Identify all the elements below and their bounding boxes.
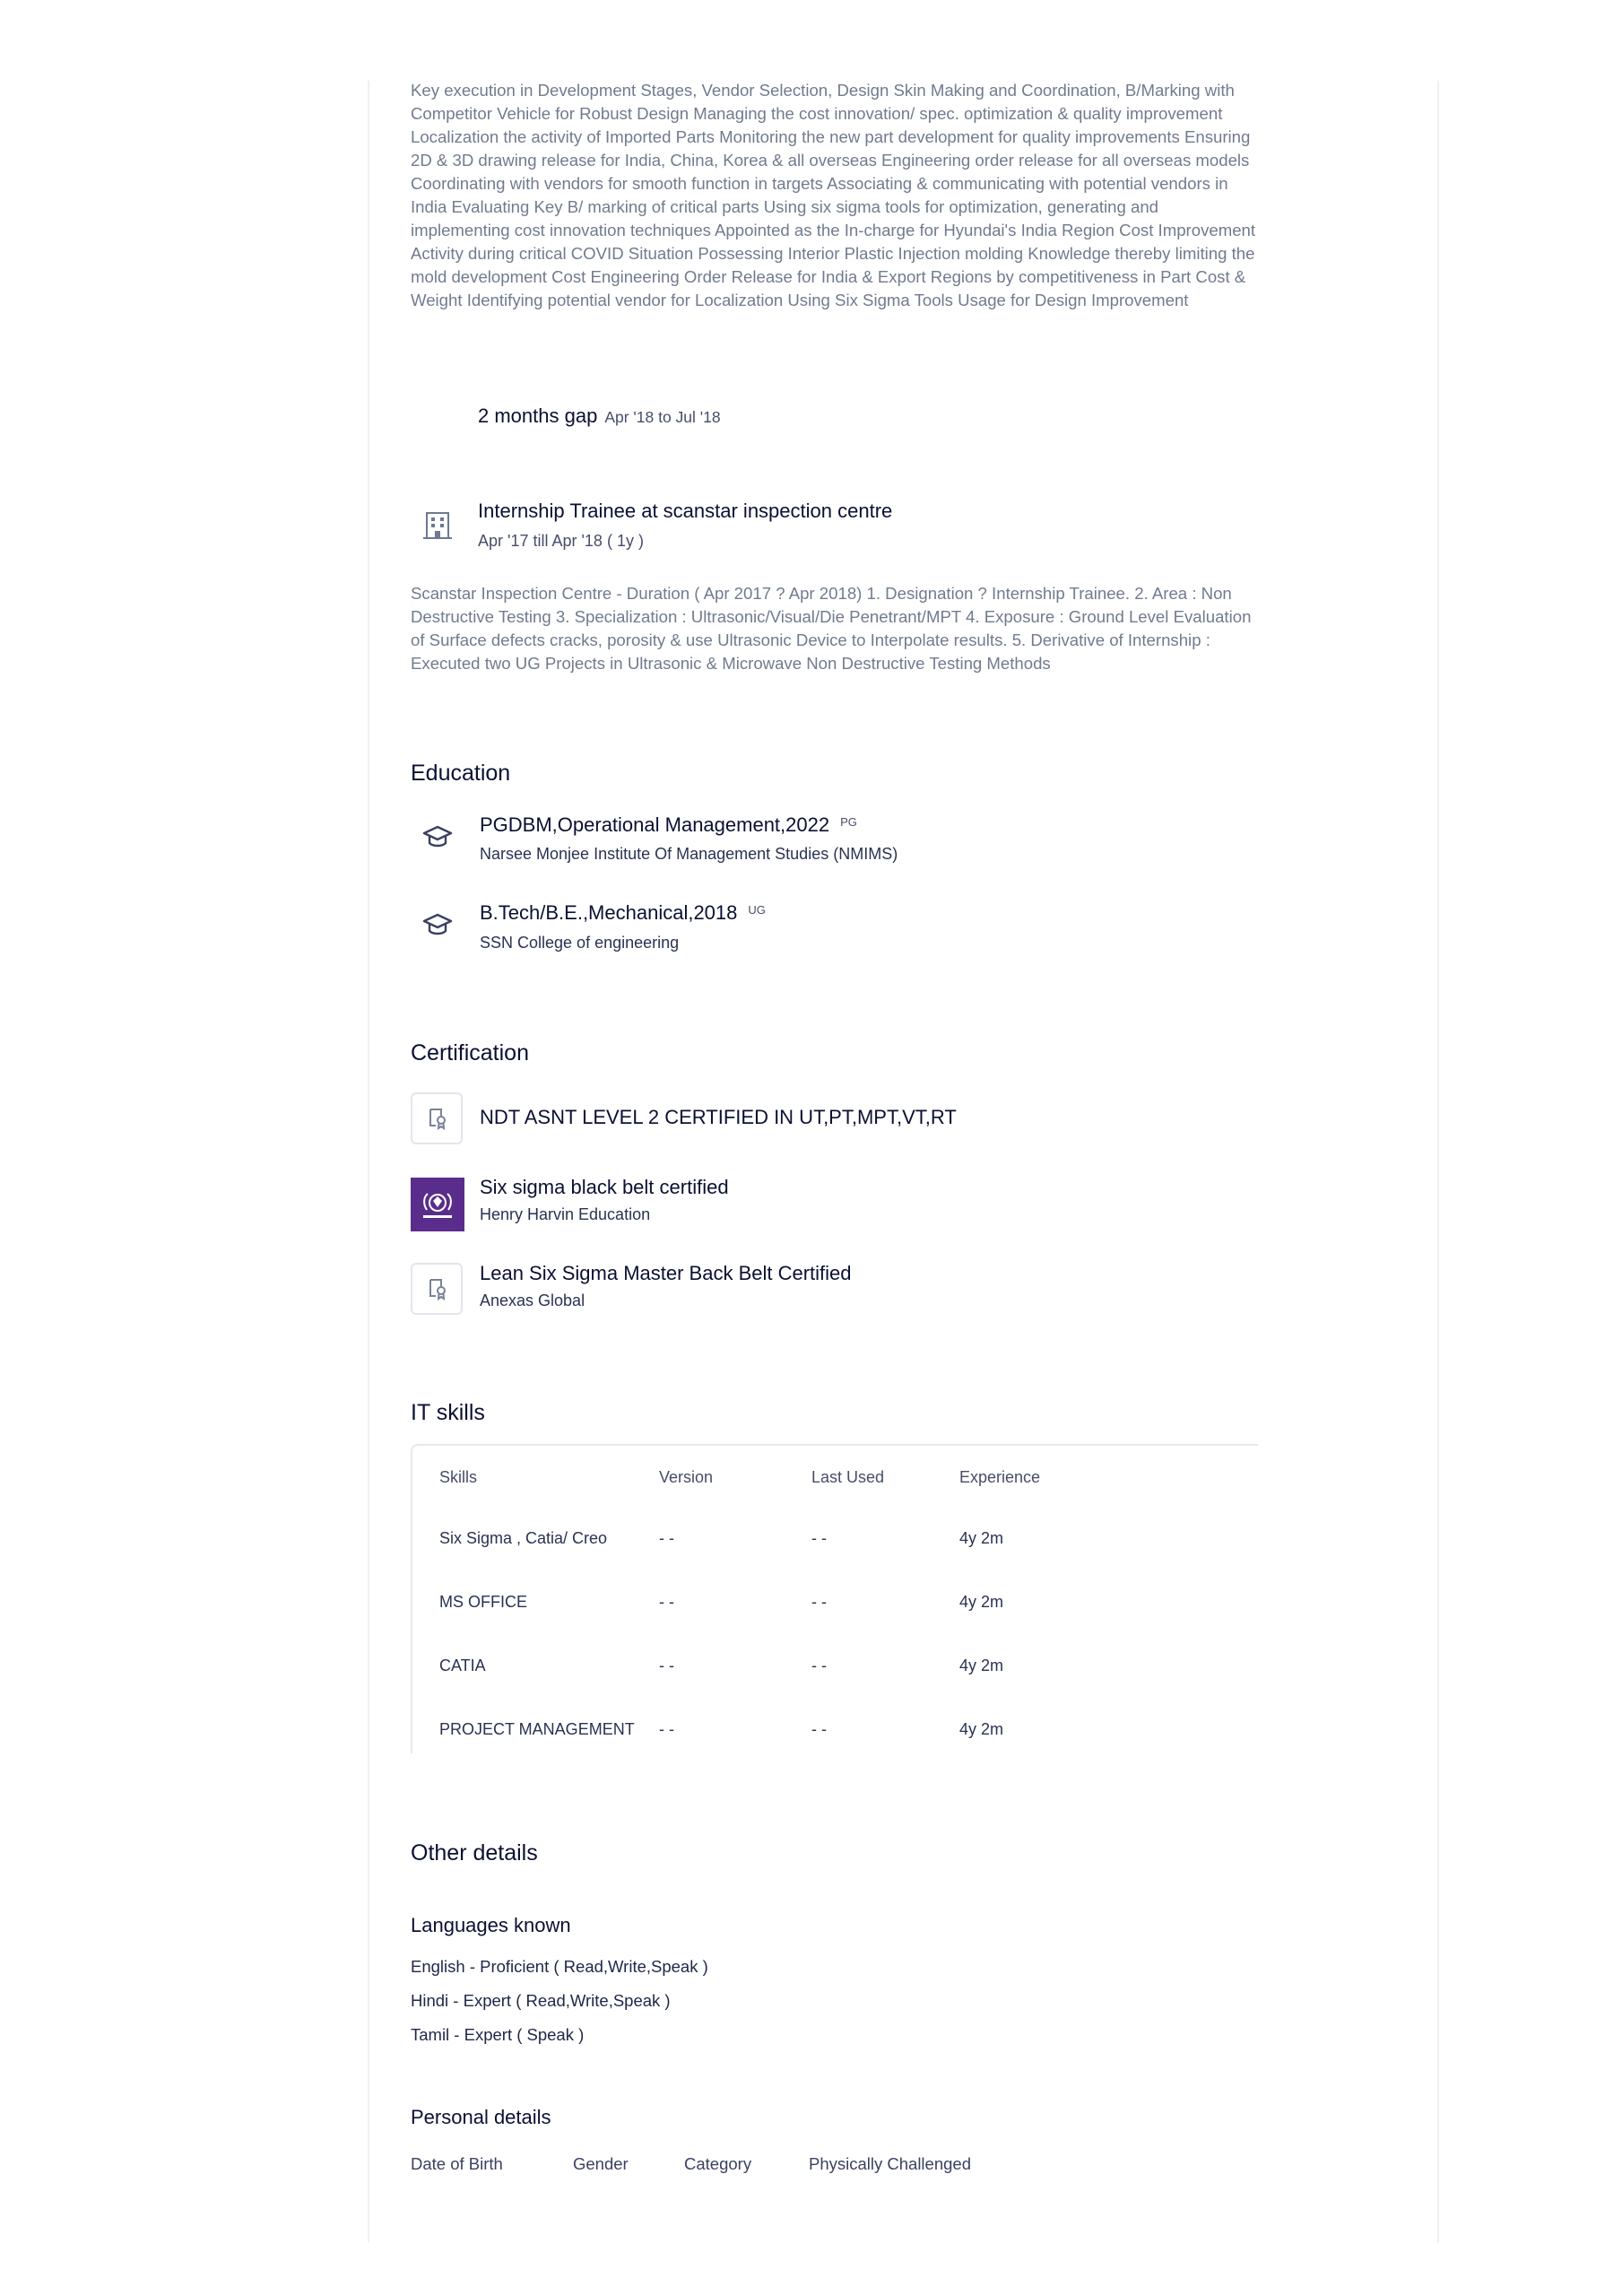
internship-duration: Apr '17 till Apr '18 ( 1y ) [478,532,644,550]
other-details-heading: Other details [411,1840,538,1866]
henry-harvin-logo [411,1178,464,1231]
skill-experience: 4y 2m [959,1593,1004,1611]
skill-name: CATIA [439,1657,486,1674]
skill-version: - - [659,1529,674,1547]
personal-details-heading: Personal details [411,2106,551,2128]
skill-experience: 4y 2m [959,1657,1004,1674]
certification-name: NDT ASNT LEVEL 2 CERTIFIED IN UT,PT,MPT,VT,RT [480,1106,957,1128]
language-item: Tamil - Expert ( Speak ) [411,2025,585,2044]
education-item [480,813,857,837]
skill-last-used: - - [811,1593,827,1611]
personal-header-category: Category [684,2154,752,2173]
skill-experience: 4y 2m [959,1720,1004,1738]
column-header-last-used: Last Used [811,1468,885,1486]
skill-name: MS OFFICE [439,1593,527,1611]
certification-name: Lean Six Sigma Master Back Belt Certified [480,1262,852,1284]
languages-heading: Languages known [411,1914,571,1936]
education-level-badge: UG [748,903,766,917]
education-level-badge: PG [840,815,857,829]
education-institute: Narsee Monjee Institute Of Management Studies (NMIMS) [480,845,898,863]
skill-last-used: - - [811,1720,827,1738]
column-header-skills: Skills [439,1468,478,1486]
gap-dates: Apr '18 to Jul '18 [604,408,721,426]
it-skills-heading: IT skills [411,1400,485,1425]
skill-last-used: - - [811,1657,827,1674]
internship-title: Internship Trainee at scanstar inspection centre [478,500,893,522]
skill-last-used: - - [811,1529,827,1547]
language-item: English - Proficient ( Read,Write,Speak ) [411,1957,708,1976]
certification-heading: Certification [411,1040,529,1065]
graduation-cap-icon [421,821,454,853]
skill-version: - - [659,1720,674,1738]
it-skills-table [411,1444,1258,1753]
education-degree: B.Tech/B.E.,Mechanical,2018 [480,901,738,924]
skill-name: PROJECT MANAGEMENT [439,1720,635,1738]
personal-header-dob: Date of Birth [411,2154,503,2173]
building-icon [421,509,454,542]
skill-version: - - [659,1593,674,1611]
certificate-icon [411,1263,463,1315]
skill-experience: 4y 2m [959,1529,1004,1547]
education-item [480,901,766,925]
internship-description: Scanstar Inspection Centre - Duration ( Apr 2017 ? Apr 2018) 1. Designation ? Internship Trainee. 2. Area : Non Destructive Testing 3. Specialization : Ultrasonic/Visual/Die Penetrant/MPT 4. Exposure : Ground Level Evaluation of Surface defects cracks, porosity & use Ultrasonic Device to Interpolate results. 5. Derivative of Internship : Executed two UG Projects in Ultrasonic & Microwave Non Destructive Testing Methods [411,584,1252,673]
column-header-experience: Experience [959,1468,1041,1486]
column-header-version: Version [659,1468,714,1486]
experience-description: Key execution in Development Stages, Vendor Selection, Design Skin Making and Coordination, B/Marking with Competitor Vehicle for Robust Design Managing the cost innovation/ spec. optimization & quality improvement Localization the activity of Imported Parts Monitoring the new part development for quality improvements Ensuring 2D & 3D drawing release for India, China, Korea & all overseas Engineering order release for all overseas models Coordinating with vendors for smooth function in targets Associating & communicating with potential vendors in India Evaluating Key B/ marking of critical parts Using six sigma tools for optimization, generating and implementing cost innovation techniques Appointed as the In-charge for Hyundai's India Region Cost Improvement Activity during critical COVID Situation Possessing Interior Plastic Injection molding Knowledge thereby limiting the mold development Cost Engineering Order Release for India & Export Regions by competitiveness in Part Cost & Weight Identifying potential vendor for Localization Using Six Sigma Tools Usage for Design Improvement [411,81,1256,309]
skill-version: - - [659,1657,674,1674]
personal-header-physically-challenged: Physically Challenged [809,2154,971,2173]
certificate-icon [411,1092,463,1144]
certification-name: Six sigma black belt certified [480,1176,729,1198]
certification-issuer: Anexas Global [480,1292,585,1309]
education-degree: PGDBM,Operational Management,2022 [480,813,830,836]
graduation-cap-icon [421,909,454,941]
skill-name: Six Sigma , Catia/ Creo [439,1529,608,1547]
gap-label: 2 months gap [478,404,598,427]
certification-issuer: Henry Harvin Education [480,1205,651,1223]
employment-gap [478,404,721,428]
education-institute: SSN College of engineering [480,934,680,952]
personal-header-gender: Gender [573,2154,629,2173]
language-item: Hindi - Expert ( Read,Write,Speak ) [411,1991,671,2010]
education-heading: Education [411,761,511,786]
